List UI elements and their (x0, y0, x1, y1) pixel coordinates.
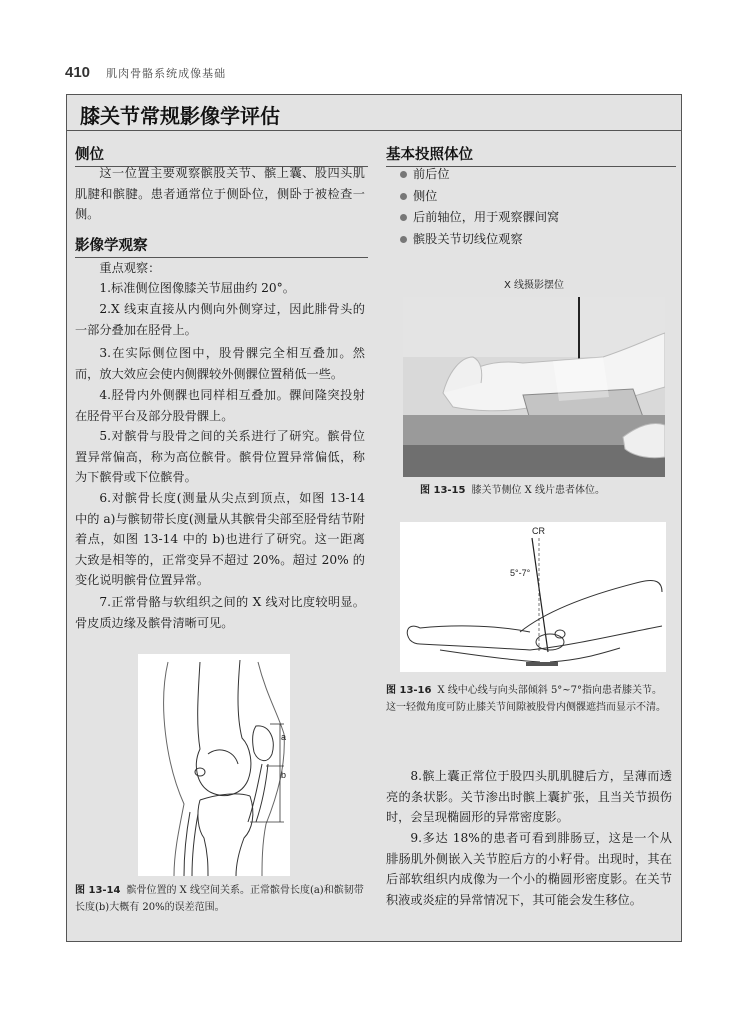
figure-13-14-drawing (138, 654, 290, 876)
knee-lateral-sketch (138, 654, 290, 876)
position-item: 后前轴位，用于观察髁间窝 (400, 207, 559, 229)
figure-13-15-number: 图 13-15 (420, 485, 466, 496)
angle-label: 5°-7° (510, 568, 531, 578)
observation-item-2: 2.X 线束直接从内侧向外侧穿过，因此腓骨头的一部分叠加在胫骨上。 (75, 302, 365, 337)
observation-item-7: 7.正常骨骼与软组织之间的 X 线对比度较明显。骨皮质边缘及髌骨清晰可见。 (75, 595, 365, 630)
observation-item-8: 8.髌上囊正常位于股四头肌肌腱后方，呈薄而透亮的条状影。关节渗出时髌上囊扩张，且当关节损伤时，会呈现椭圆形的异常密度影。 (386, 769, 672, 825)
figure-13-15-caption (420, 482, 670, 499)
title-divider (66, 130, 682, 131)
observation-heading: 影像学观察 (75, 234, 368, 258)
figure-13-15-caption-text: 膝关节侧位 X 线片患者体位。 (471, 485, 605, 496)
positions-heading: 基本投照体位 (386, 143, 676, 167)
cr-label: CR (532, 526, 545, 536)
figure-13-14-caption (75, 882, 365, 916)
running-head (65, 64, 226, 81)
figure-13-16-drawing (400, 522, 666, 672)
positions-list (400, 164, 559, 250)
observation-item-4: 4.胫骨内外侧髁也同样相互叠加。髁间隆突投射在胫骨平台及部分股骨髁上。 (75, 388, 365, 423)
figure-13-15-title: X 线摄影摆位 (503, 280, 565, 291)
figure-13-14-caption-text: 髌骨位置的 X 线空间关系。正常髌骨长度(a)和髌韧带长度(b)大概有 20%的误差范围。 (75, 885, 364, 913)
observation-item-9: 9.多达 18%的患者可看到腓肠豆，这是一个从腓肠肌外侧嵌入关节腔后方的小籽骨。出现时，其在后部软组织内成像为一个小的椭圆形密度影。在关节积液或炎症的异常情况下，其可能会发生移位。 (386, 831, 672, 907)
central-ray-sketch (400, 522, 666, 672)
figure-13-16-caption (386, 682, 672, 716)
page-number: 410 (65, 64, 91, 81)
figure-13-16-number: 图 13-16 (386, 685, 432, 696)
book-title: 肌肉骨骼系统成像基础 (106, 67, 227, 80)
figure-13-16-caption-text: X 线中心线与向头部倾斜 5°~7°指向患者膝关节。这一轻微角度可防止膝关节间隙被股骨内侧髁遮挡而显示不清。 (386, 685, 666, 713)
figure-13-14-number: 图 13-14 (75, 885, 121, 896)
observation-item-5: 5.对髌骨与股骨之间的关系进行了研究。髌骨位置异常偏高，称为高位髌骨。髌骨位置异常偏低，称为下髌骨或下位髌骨。 (75, 429, 365, 485)
label-a: a (281, 732, 287, 742)
key-points-label: 重点观察： (99, 261, 161, 275)
main-title: 膝关节常规影像学评估 (80, 104, 280, 128)
positioning-photo-illustration (403, 297, 665, 477)
lateral-text: 这一位置主要观察髌股关节、髌上囊、股四头肌肌腱和髌腱。患者通常位于侧卧位，侧卧于被检查一侧。 (75, 166, 365, 222)
observation-item-6: 6.对髌骨长度(测量从尖点到顶点，如图 13-14 中的 a)与髌韧带长度(测量从其髌骨尖部至胫骨结节附着点，如图 13-14 中的 b)也进行了研究。这一距离大致是相等的，正常变异不超过 20%。超过 20% 的变化说明髌骨位置异常。 (75, 491, 365, 588)
label-b: b (281, 770, 287, 780)
position-item: 前后位 (400, 164, 559, 186)
figure-13-15-photo (403, 297, 665, 477)
position-item: 髌股关节切线位观察 (400, 229, 559, 251)
lateral-heading: 侧位 (75, 143, 368, 167)
position-item: 侧位 (400, 186, 559, 208)
observation-item-1: 1.标准侧位图像膝关节屈曲约 20°。 (99, 281, 295, 295)
observation-item-3: 3.在实际侧位图中，股骨髁完全相互叠加。然而，放大效应会使内侧髁较外侧髁位置稍低一些。 (75, 346, 365, 381)
